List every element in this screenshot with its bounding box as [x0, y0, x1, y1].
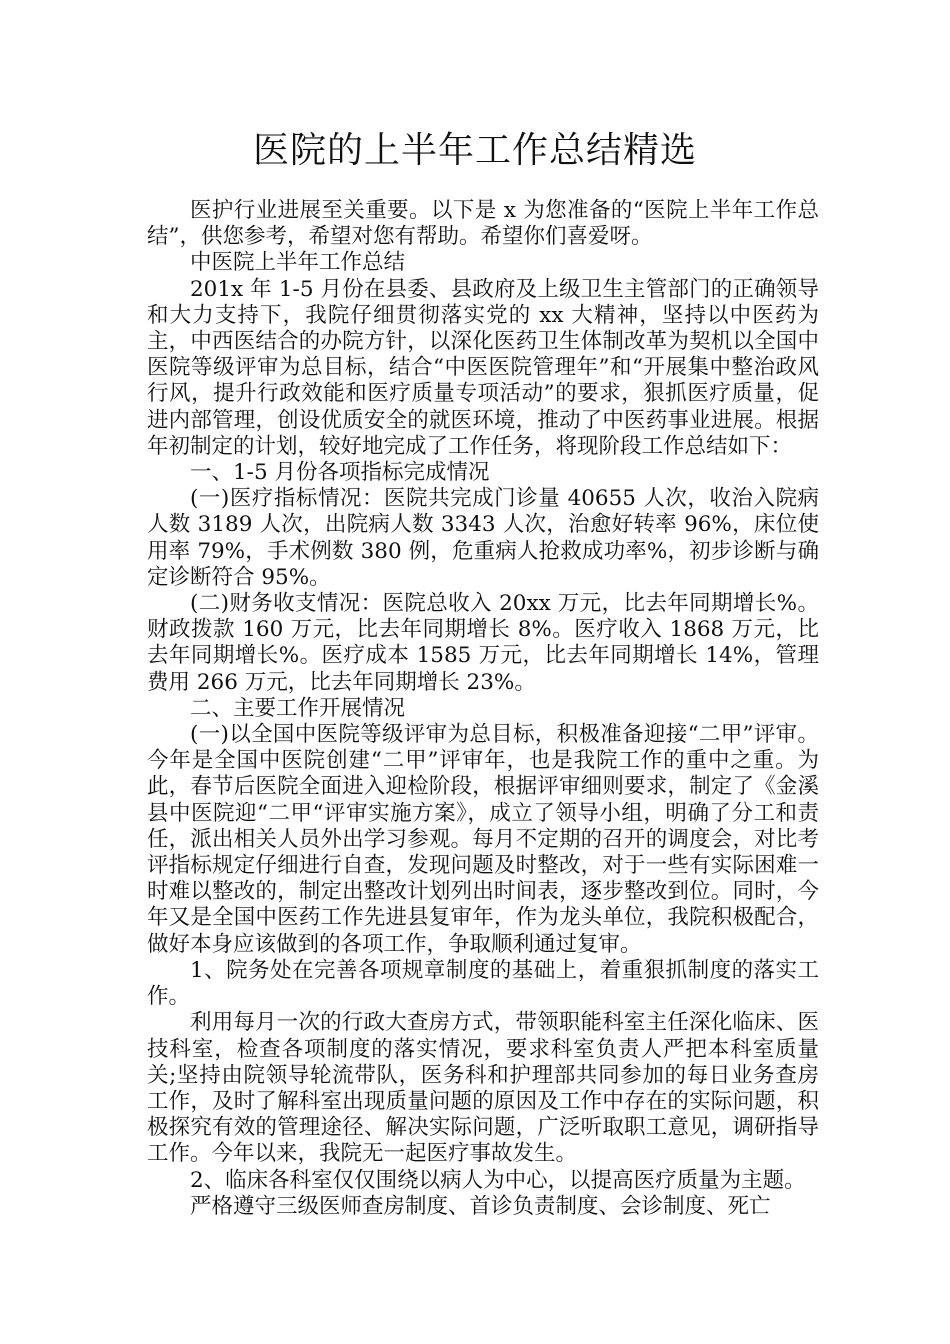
paragraph-rules: 严格遵守三级医师查房制度、首诊负责制度、会诊制度、死亡	[190, 1193, 771, 1219]
paragraph-finance: (二)财务收支情况：医院总收入 20xx 万元，比去年同期增长%。财政拨款 160 万元，比去年同期增长 8%。医疗收入 1868 万元，比去年同期增长%。医疗成本 1585 万元，比去年同期增长 14%，管理费用 266 万元，比去年同期增长 23%。	[147, 591, 819, 695]
paragraph-evaluation: (一)以全国中医院等级评审为总目标，积极准备迎接“二甲”评审。今年是全国中医院创建“二甲”评审年，也是我院工作的重中之重。为此，春节后医院全面进入迎检阶段，根据评审细则要求，制定了《金溪县中医院迎“二甲“评审实施方案》，成立了领导小组，明确了分工和责任，派出相关人员外出学习参观。每月不定期的召开的调度会，对比考评指标规定仔细进行自查，发现问题及时整改，对于一些有实际困难一时难以整改的，制定出整改计划列出时间表，逐步整改到位。同时，今年又是全国中医药工作先进县复审年，作为龙头单位，我院积极配合，做好本身应该做到的各项工作，争取顺利通过复审。	[147, 722, 819, 957]
paragraph-inspection: 利用每月一次的行政大查房方式，带领职能科室主任深化临床、医技科室，检查各项制度的落实情况，要求科室负责人严把本科室质量关;坚持由院领导轮流带队，医务科和护理部共同参加的每日业务查房工作，及时了解科室出现质量问题的原因及工作中存在的实际问题，积极探究有效的管理途径、解决实际问题，广泛听取职工意见，调研指导工作。今年以来，我院无一起医疗事故发生。	[147, 1010, 819, 1167]
paragraph-intro: 医护行业进展至关重要。以下是 x 为您准备的“医院上半年工作总结”，供您参考，希望对您有帮助。希望你们喜爱呀。	[147, 198, 819, 250]
paragraph-item-2: 2、临床各科室仅仅围绕以病人为中心，以提高医疗质量为主题。	[190, 1167, 806, 1193]
section-heading-main-work: 二、主要工作开展情况	[190, 695, 406, 721]
paragraph-subtitle: 中医院上半年工作总结	[190, 250, 406, 276]
document-title: 医院的上半年工作总结精选	[252, 130, 697, 171]
paragraph-medical-indicators: (一)医疗指标情况：医院共完成门诊量 40655 人次，收治入院病人数 3189 人次，出院病人数 3343 人次，治愈好转率 96%，床位使用率 79%，手术例数 380 例，危重病人抢救成功率%，初步诊断与确定诊断符合 95%。	[147, 486, 819, 590]
paragraph-item-1: 1、院务处在完善各项规章制度的基础上，着重狠抓制度的落实工作。	[147, 957, 819, 1010]
section-heading-indicators: 一、1-5 月份各项指标完成情况	[190, 460, 490, 486]
paragraph-overview: 201x 年 1-5 月份在县委、县政府及上级卫生主管部门的正确领导和大力支持下，我院仔细贯彻落实党的 xx 大精神，坚持以中医药为主，中西医结合的办院方针，以深化医药卫生体制改革为契机以全国中医院等级评审为总目标，结合“中医医院管理年”和“开展集中整治政风行风，提升行政效能和医疗质量专项活动”的要求，狠抓医疗质量，促进内部管理，创设优质安全的就医环境，推动了中医药事业进展。根据年初制定的计划，较好地完成了工作任务，将现阶段工作总结如下：	[147, 276, 819, 459]
document-body	[147, 198, 819, 1220]
